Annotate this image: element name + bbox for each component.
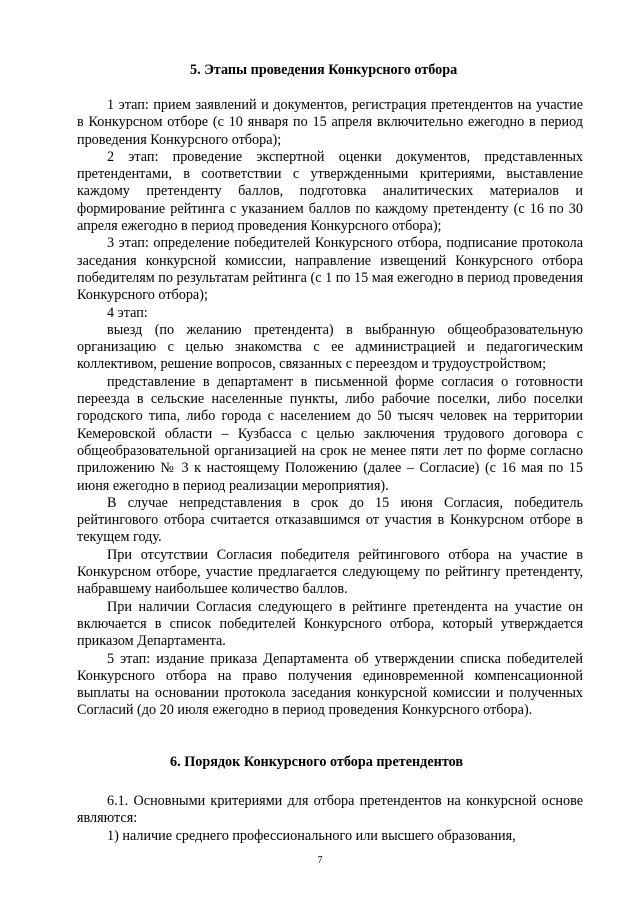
stage-4-visit-paragraph: выезд (по желанию претендента) в выбранную общеобразовательную организацию с целью знакомства с ее администрацией и педагогическим коллективом, решение вопросов, связанных с переездом и трудоустройством;	[77, 321, 583, 373]
stage-3-paragraph: 3 этап: определение победителей Конкурсного отбора, подписание протокола заседания конкурсной комиссии, направление извещений Конкурсного отбора победителям по результатам рейтинга (с 1 по 15 мая ежегодно в период проведения Конкурсного отбора);	[77, 235, 583, 304]
criteria-intro-paragraph: 6.1. Основными критериями для отбора претендентов на конкурсной основе являются:	[77, 793, 583, 827]
stage-5-paragraph: 5 этап: издание приказа Департамента об утверждении списка победителей Конкурсного отбора на право получения единовременной компенсационной выплаты на основании протокола заседания конкурсной комиссии и полученных Согласий (до 20 июля ежегодно в период проведения Конкурсного отбора).	[77, 650, 583, 719]
page-number: 7	[317, 855, 323, 866]
stage-1-paragraph: 1 этап: прием заявлений и документов, регистрация претендентов на участие в Конкурсном отборе (с 10 января по 15 апреля включительно ежегодно в период проведения Конкурсного отбора);	[77, 97, 583, 148]
next-candidate-paragraph: При наличии Согласия следующего в рейтинге претендента на участие он включается в список победителей Конкурсного отбора, который утверждается приказом Департамента.	[77, 598, 583, 650]
stage-4-consent-paragraph: представление в департамент в письменной форме согласия о готовности переезда в сельские населенные пункты, либо рабочие поселки, либо поселки городского типа, либо города с населением до 50 тысяч человек на территории Кемеровской области – Кузбасса с целью заключения трудового договора с общеобразовательной организацией на срок не менее пяти лет по форме согласно приложению № 3 к настоящему Положению (далее – Согласие) (с 16 мая по 15 июня ежегодно в период реализации мероприятия).	[77, 373, 583, 494]
non-submission-paragraph: В случае непредставления в срок до 15 июня Согласия, победитель рейтингового отбора считается отказавшимся от участия в Конкурсном отборе в текущем году.	[77, 494, 583, 546]
section-6-body	[77, 793, 583, 845]
criteria-item-1: 1) наличие среднего профессионального или высшего образования,	[107, 827, 516, 844]
section-5-body	[77, 97, 583, 720]
section-6-heading: 6. Порядок Конкурсного отбора претендентов	[170, 754, 464, 770]
stage-2-paragraph: 2 этап: проведение экспертной оценки документов, представленных претендентами, в соответствии с утвержденными критериями, выставление каждому претенденту баллов, подготовка аналитических материалов и формирование рейтинга с указанием баллов по каждому претенденту (с 16 по 30 апреля ежегодно в период проведения Конкурсного отбора);	[77, 148, 583, 235]
absence-of-consent-paragraph: При отсутствии Согласия победителя рейтингового отбора на участие в Конкурсном отборе, участие предлагается следующему по рейтингу претенденту, набравшему наибольшее количество баллов.	[77, 546, 583, 598]
stage-4-heading: 4 этап:	[107, 304, 148, 321]
section-5-heading: 5. Этапы проведения Конкурсного отбора	[190, 62, 458, 78]
